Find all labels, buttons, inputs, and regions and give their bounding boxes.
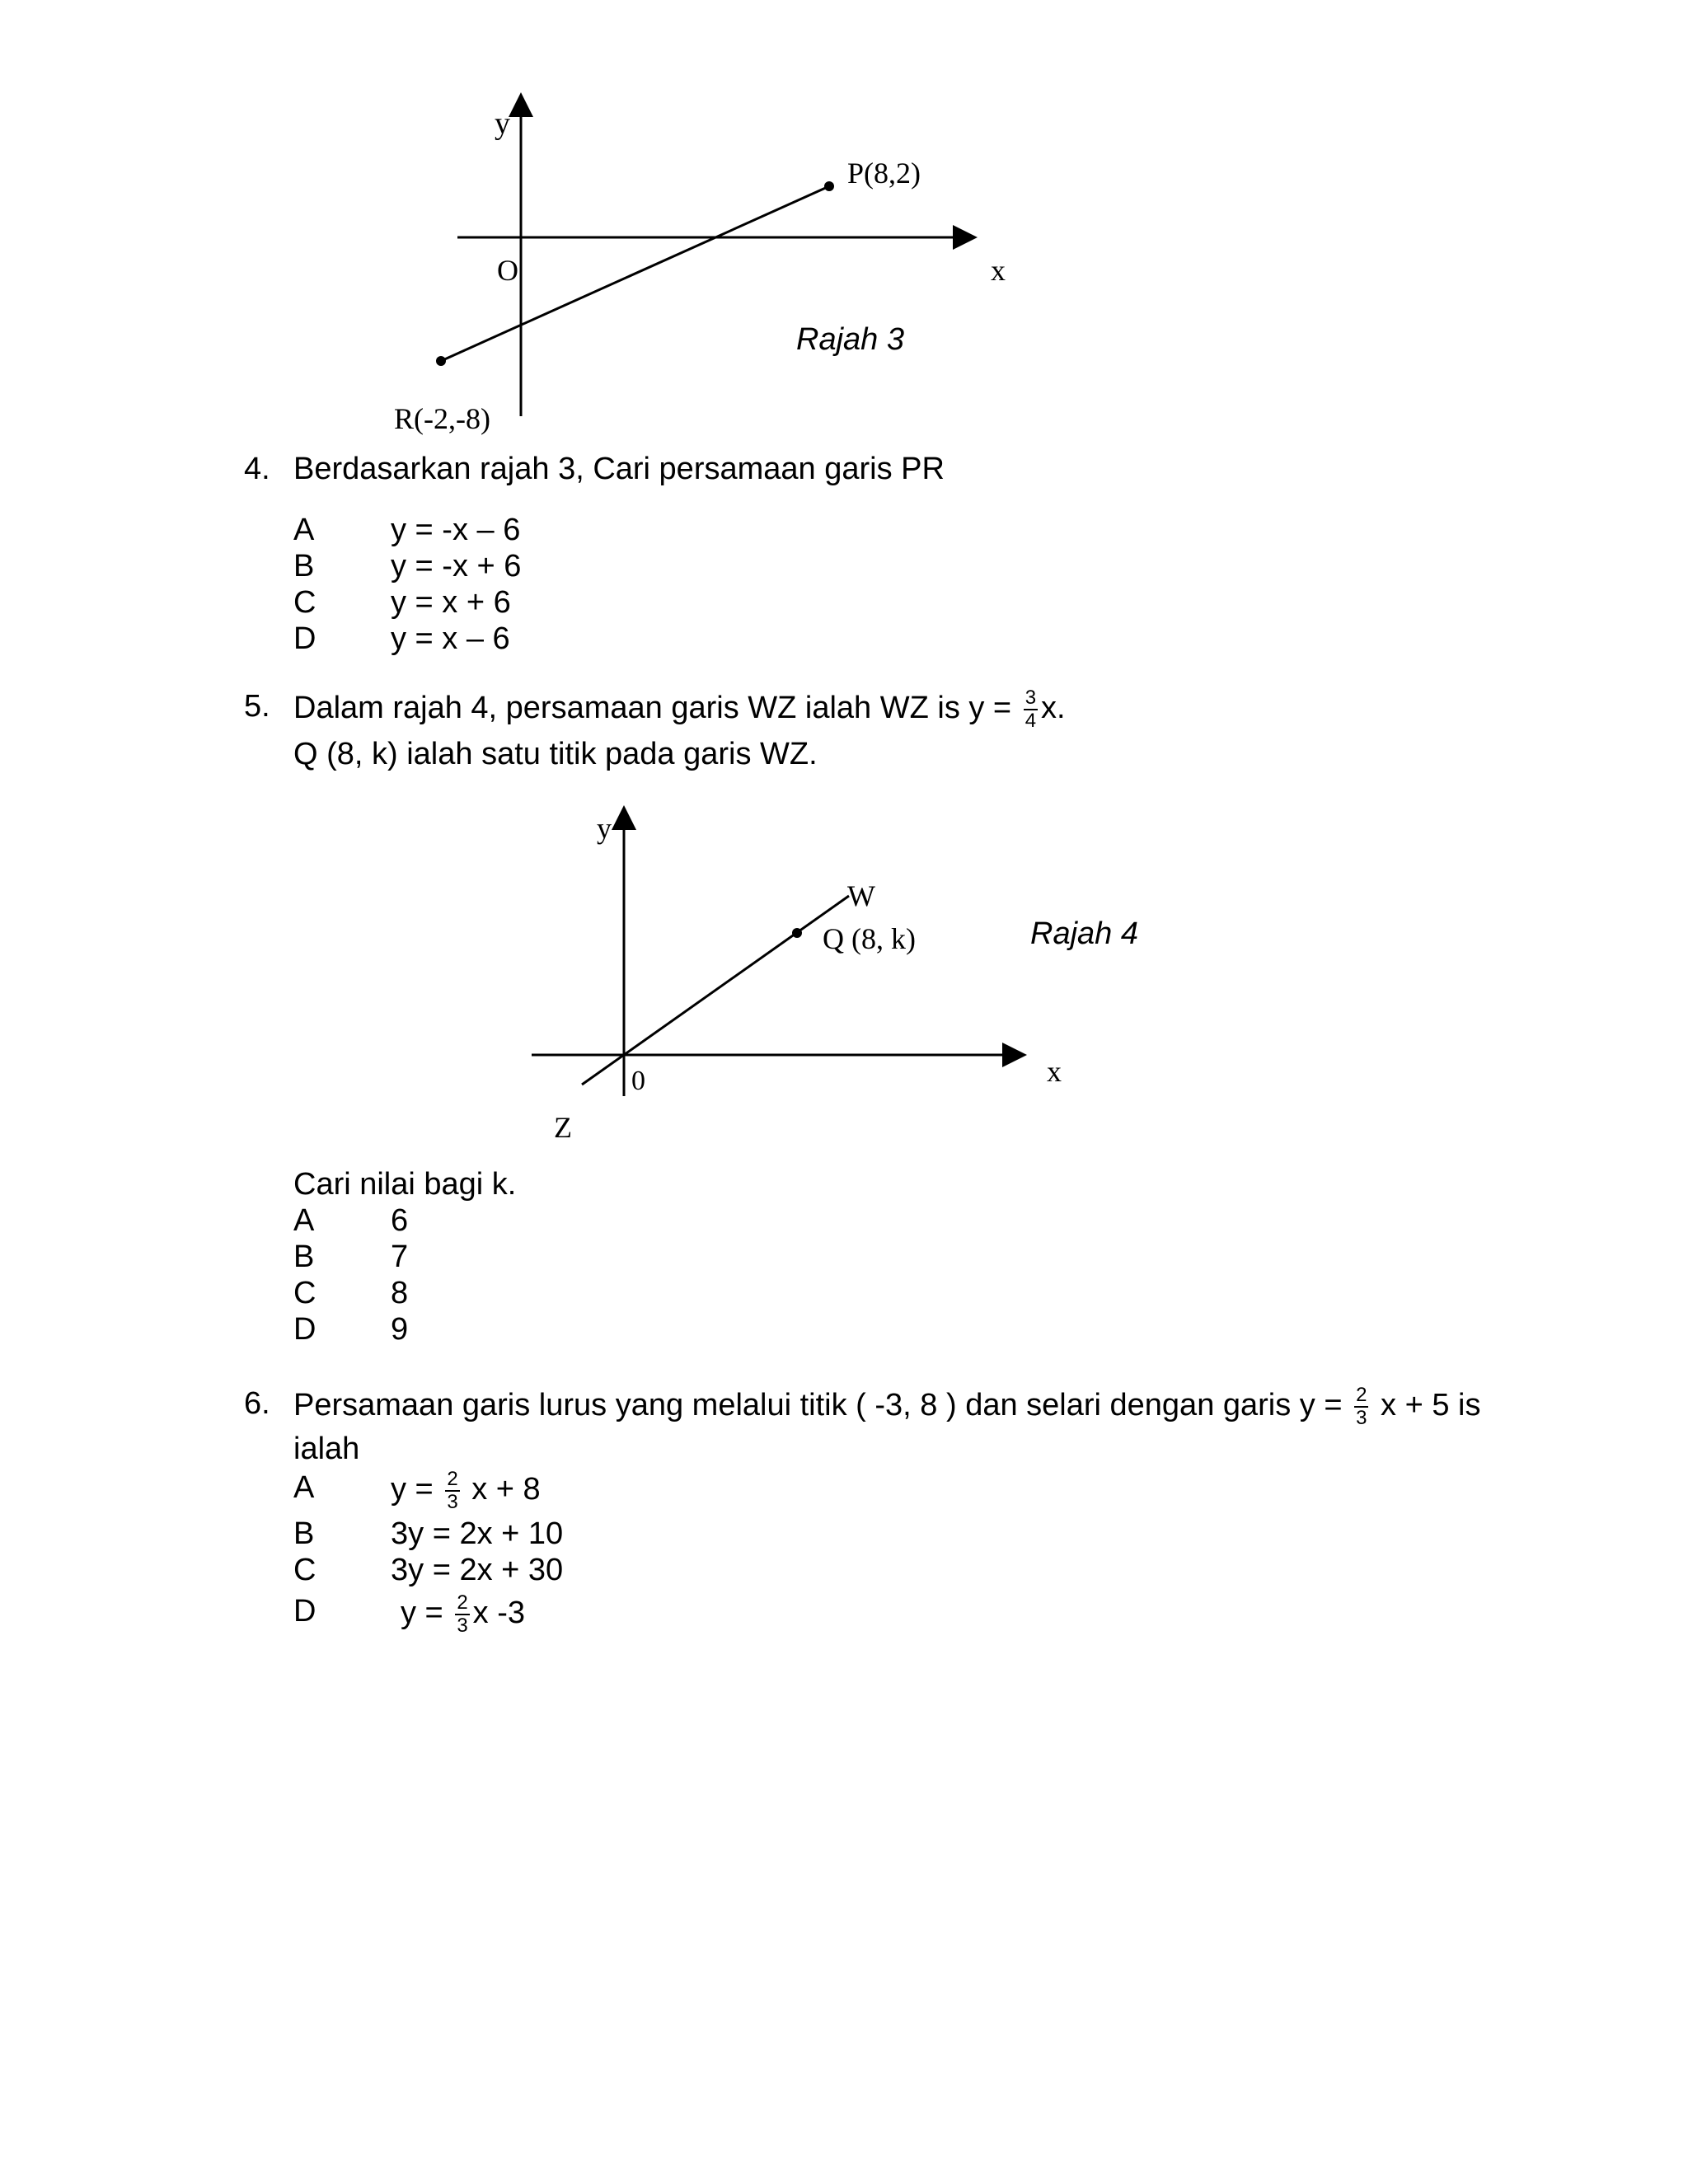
option-letter: B	[293, 1516, 315, 1551]
option-text: 9	[391, 1312, 409, 1347]
question-number: 4.	[244, 452, 270, 486]
fraction-numerator: 2	[1356, 1384, 1367, 1406]
question-text-part: x.	[1041, 691, 1066, 726]
question-text: Berdasarkan rajah 3, Cari persamaan garis PR	[293, 452, 945, 486]
option-text	[391, 1469, 541, 1513]
option-letter: D	[293, 1594, 316, 1629]
fraction-numerator: 2	[447, 1468, 458, 1490]
option-text	[401, 1592, 525, 1637]
option-text: y = -x – 6	[391, 513, 521, 547]
option-text-part: y =	[401, 1596, 452, 1631]
question-number: 5.	[244, 689, 270, 724]
point-q	[792, 928, 802, 938]
fraction-denominator: 3	[447, 1491, 458, 1513]
option-text: 7	[391, 1240, 409, 1274]
option-text-part: x -3	[472, 1596, 526, 1631]
option-letter: C	[293, 1276, 316, 1310]
option-text: 3y = 2x + 10	[391, 1516, 564, 1551]
option-letter: A	[293, 1203, 315, 1238]
option-text: y = x + 6	[391, 585, 511, 620]
option-text: y = x – 6	[391, 621, 510, 656]
option-text: y = -x + 6	[391, 549, 522, 583]
figure-caption: Rajah 3	[796, 322, 904, 357]
question-number: 6.	[244, 1386, 270, 1421]
question-text	[293, 687, 1066, 732]
fraction-numerator: 2	[457, 1591, 468, 1614]
origin-label: O	[497, 254, 518, 287]
point-p	[824, 181, 834, 191]
y-axis-label: y	[597, 812, 612, 845]
option-letter: A	[293, 1470, 315, 1505]
option-letter: D	[293, 1312, 316, 1347]
question-text	[293, 1385, 1480, 1429]
point-r	[436, 356, 446, 366]
option-letter: D	[293, 621, 316, 656]
option-letter: A	[293, 513, 315, 547]
question-text-part: Dalam rajah 4, persamaan garis WZ ialah WZ is y =	[293, 691, 1020, 726]
figure-rajah-4	[0, 804, 1688, 1166]
figure-rajah-3	[0, 0, 1688, 462]
line-wz	[582, 896, 849, 1085]
fraction-numerator: 3	[1025, 687, 1037, 709]
question-text-line2: ialah	[293, 1432, 360, 1466]
fraction	[445, 1469, 459, 1513]
option-text-part: x + 8	[462, 1472, 541, 1507]
option-letter: B	[293, 1240, 315, 1274]
option-letter: B	[293, 549, 315, 583]
fraction	[1354, 1385, 1368, 1429]
fraction-denominator: 3	[457, 1615, 468, 1637]
question-ask: Cari nilai bagi k.	[293, 1167, 517, 1202]
point-p-label: P(8,2)	[847, 157, 921, 190]
x-axis-label: x	[991, 254, 1006, 287]
point-w-label: W	[847, 879, 875, 912]
x-axis-label: x	[1047, 1055, 1062, 1088]
question-text-part: Persamaan garis lurus yang melalui titik ( -3, 8 ) dan selari dengan garis y =	[293, 1388, 1352, 1423]
fraction	[1024, 687, 1038, 732]
option-text: 6	[391, 1203, 409, 1238]
fraction-denominator: 4	[1025, 710, 1037, 732]
fraction	[455, 1592, 469, 1637]
option-letter: C	[293, 1553, 316, 1587]
option-text-part: y =	[391, 1472, 443, 1507]
origin-label: 0	[631, 1066, 645, 1096]
option-text: 8	[391, 1276, 409, 1310]
fraction-denominator: 3	[1356, 1407, 1367, 1429]
question-text-line2: Q (8, k) ialah satu titik pada garis WZ.	[293, 737, 818, 771]
point-r-label: R(-2,-8)	[394, 402, 490, 435]
option-text: 3y = 2x + 30	[391, 1553, 564, 1587]
point-z-label: Z	[554, 1111, 572, 1144]
y-axis-label: y	[495, 106, 510, 141]
point-q-label: Q (8, k)	[823, 922, 916, 955]
figure-caption: Rajah 4	[1030, 916, 1138, 951]
question-text-part: x + 5 is	[1372, 1388, 1481, 1423]
option-letter: C	[293, 585, 316, 620]
